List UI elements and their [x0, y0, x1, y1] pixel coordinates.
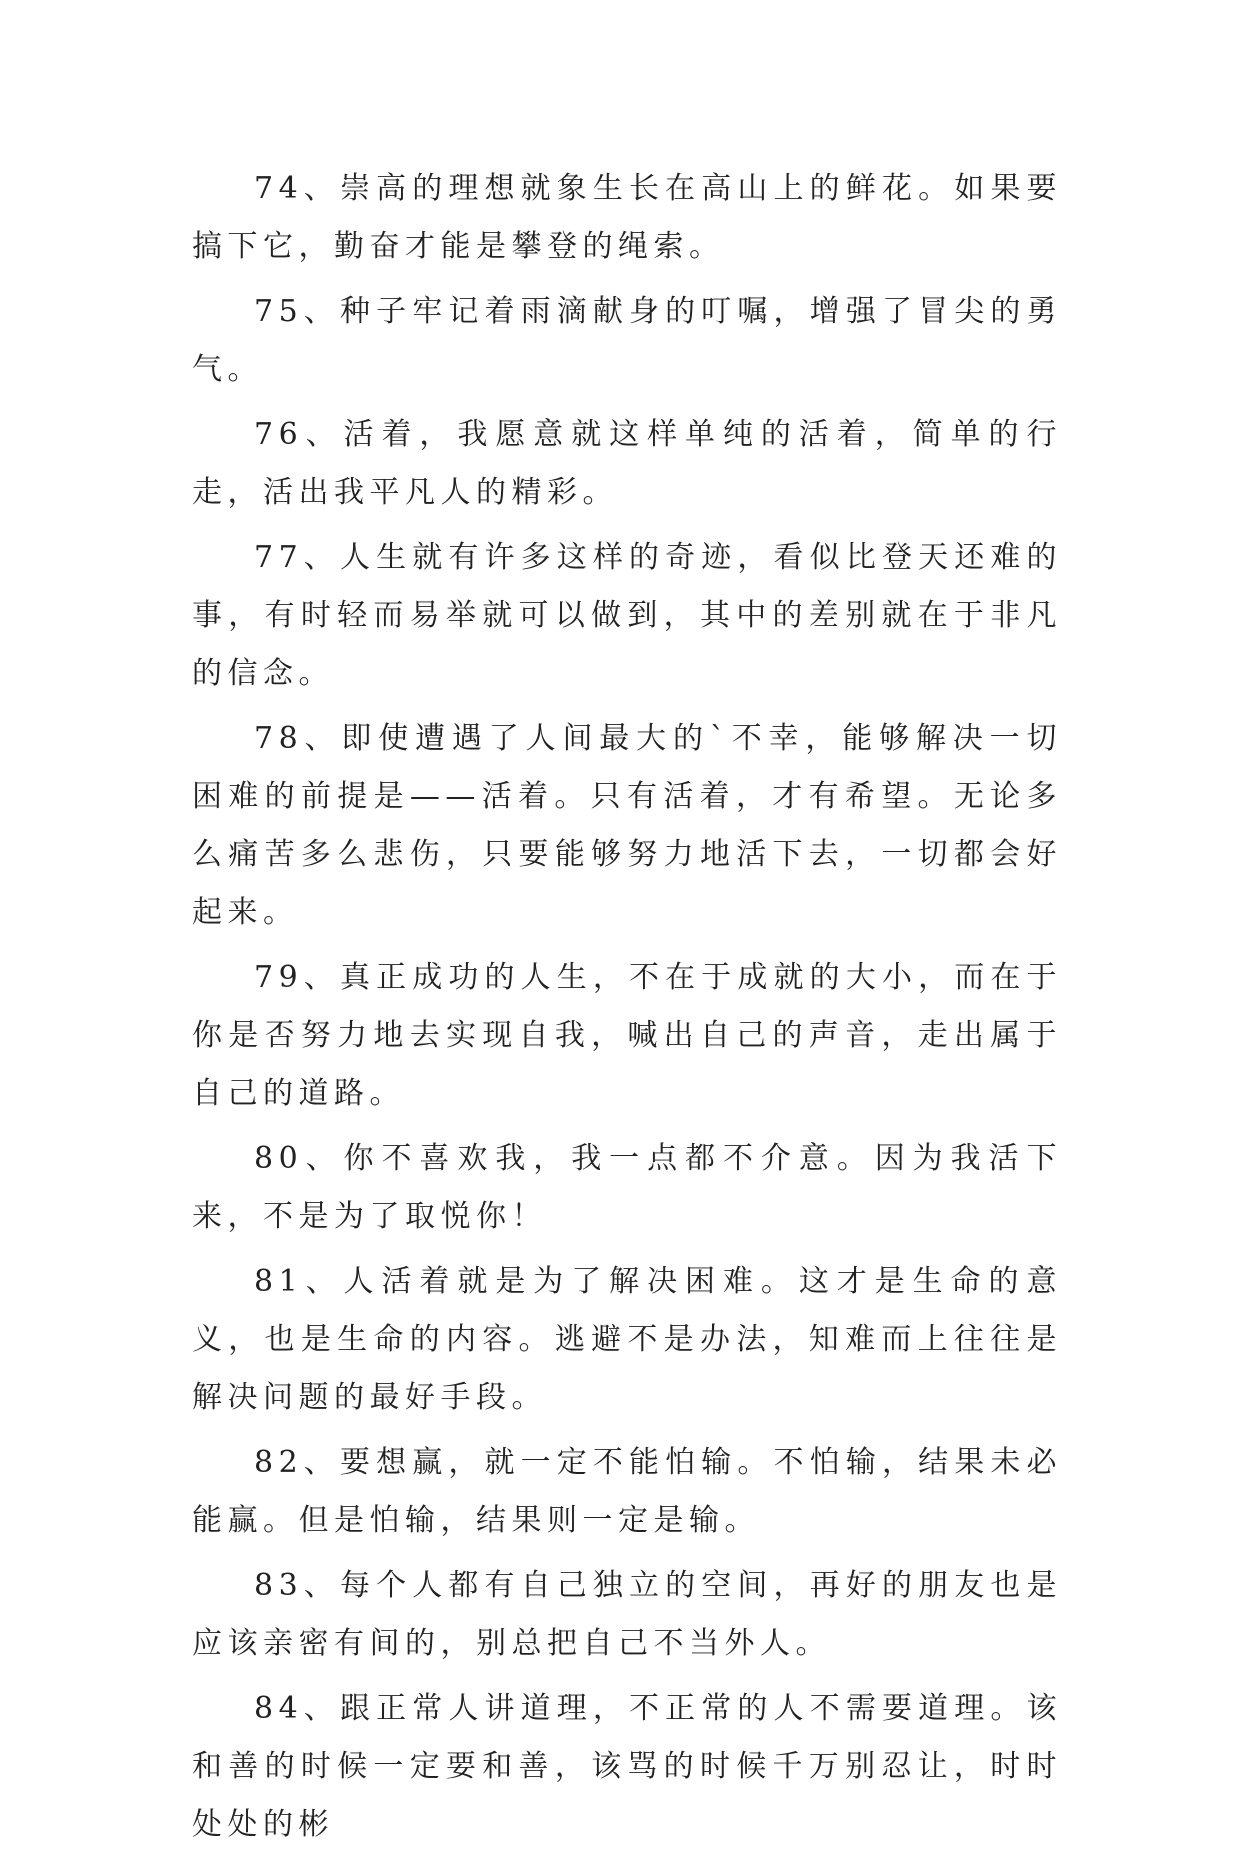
paragraph-76: 76、活着，我愿意就这样单纯的活着，简单的行走，活出我平凡人的精彩。 — [192, 417, 1062, 510]
paragraph-83: 83、每个人都有自己独立的空间，再好的朋友也是应该亲密有间的，别总把自己不当外人。 — [192, 1568, 1062, 1661]
paragraph-75: 75、种子牢记着雨滴献身的叮嘱，增强了冒尖的勇气。 — [192, 294, 1062, 387]
paragraph-81: 81、人活着就是为了解决困难。这才是生命的意义，也是生命的内容。逃避不是办法，知难而上往往是解决问题的最好手段。 — [192, 1264, 1062, 1415]
paragraph-84: 84、跟正常人讲道理，不正常的人不需要道理。该和善的时候一定要和善，该骂的时候千万别忍让，时时处处的彬 — [192, 1691, 1062, 1842]
paragraph-77: 77、人生就有许多这样的奇迹，看似比登天还难的事，有时轻而易举就可以做到，其中的差别就在于非凡的信念。 — [192, 540, 1062, 691]
paragraph-78: 78、即使遭遇了人间最大的`不幸，能够解决一切困难的前提是——活着。只有活着，才有希望。无论多么痛苦多么悲伤，只要能够努力地活下去，一切都会好起来。 — [192, 721, 1062, 930]
paragraph-82: 82、要想赢，就一定不能怕输。不怕输，结果未必能赢。但是怕输，结果则一定是输。 — [192, 1445, 1062, 1538]
paragraph-74: 74、崇高的理想就象生长在高山上的鲜花。如果要搞下它，勤奋才能是攀登的绳索。 — [192, 171, 1062, 264]
paragraph-79: 79、真正成功的人生，不在于成就的大小，而在于你是否努力地去实现自我，喊出自己的声音，走出属于自己的道路。 — [192, 960, 1062, 1111]
document-body — [192, 160, 1062, 1861]
paragraph-80: 80、你不喜欢我，我一点都不介意。因为我活下来，不是为了取悦你！ — [192, 1141, 1062, 1234]
